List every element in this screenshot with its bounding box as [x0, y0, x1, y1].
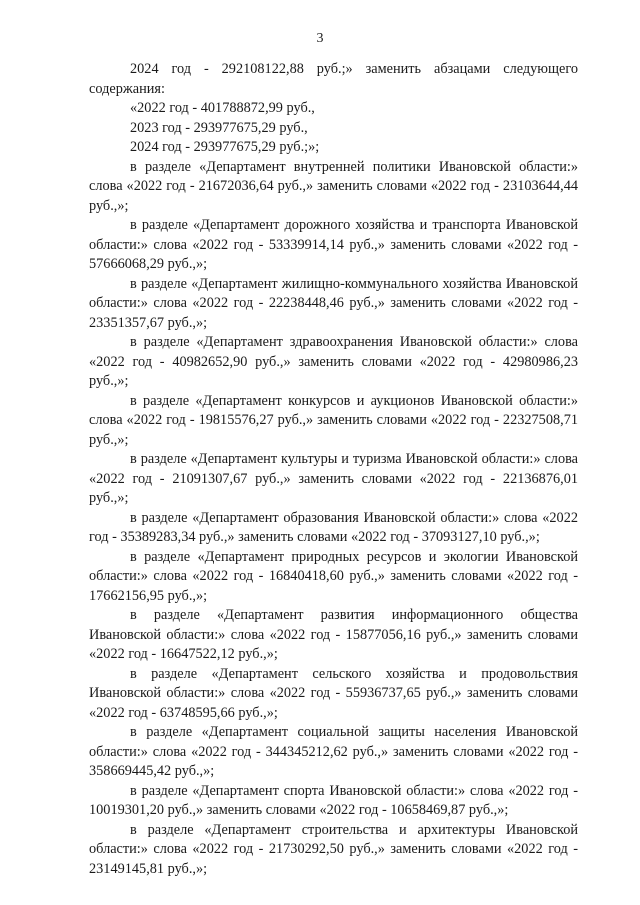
paragraph-culture-tourism: в разделе «Департамент культуры и туризма Ивановской области:» слова «2022 год - 21091307,67 руб.,» заменить словами «2022 год - 22136876,01 руб.,»;: [89, 451, 578, 506]
paragraph-continuation: 2024 год - 292108122,88 руб.;» заменить абзацами следующего содержания:: [89, 61, 578, 97]
replacement-line-2024: 2024 год - 293977675,29 руб.;»;: [130, 139, 320, 155]
paragraph-social-protection: в разделе «Департамент социальной защиты населения Ивановской области:» слова «2022 год - 344345212,62 руб.,» заменить словами «2022 год - 358669445,42 руб.,»;: [89, 724, 578, 779]
paragraph-internal-policy: в разделе «Департамент внутренней политики Ивановской области:» слова «2022 год - 21672036,64 руб.,» заменить словами «2022 год - 23103644,44 руб.,»;: [89, 158, 578, 214]
paragraph-construction: в разделе «Департамент строительства и архитектуры Ивановской области:» слова «2022 год - 21730292,50 руб.,» заменить словами «2022 год - 23149145,81 руб.,»;: [89, 821, 578, 877]
paragraph-agriculture: в разделе «Департамент сельского хозяйства и продовольствия Ивановской области:» слова «2022 год - 55936737,65 руб.,» заменить словами «2022 год - 63748595,66 руб.,»;: [89, 665, 578, 721]
paragraph-road-transport: в разделе «Департамент дорожного хозяйства и транспорта Ивановской области:» слова «2022 год - 53339914,14 руб.,» заменить словами «2022 год - 57666068,29 руб.,»;: [89, 217, 578, 272]
paragraph-healthcare: в разделе «Департамент здравоохранения Ивановской области:» слова «2022 год - 40982652,90 руб.,» заменить словами «2022 год - 42980986,23 руб.,»;: [89, 334, 578, 389]
paragraph-sport: в разделе «Департамент спорта Ивановской области:» слова «2022 год - 10019301,20 руб.,» заменить словами «2022 год - 10658469,87 руб.,»;: [89, 782, 578, 818]
document-body: [89, 60, 578, 879]
page-number: 3: [316, 31, 324, 46]
paragraph-information-society: в разделе «Департамент развития информационного общества Ивановской области:» слова «2022 год - 15877056,16 руб.,» заменить словами «2022 год - 16647522,12 руб.,»;: [89, 607, 578, 662]
paragraph-natural-resources: в разделе «Департамент природных ресурсов и экологии Ивановской области:» слова «2022 год - 16840418,60 руб.,» заменить словами «2022 год - 17662156,95 руб.,»;: [89, 548, 578, 604]
replacement-line-2022: «2022 год - 401788872,99 руб.,: [130, 100, 315, 116]
replacement-line-2023: 2023 год - 293977675,29 руб.,: [130, 119, 308, 136]
paragraph-housing-utilities: в разделе «Департамент жилищно-коммунального хозяйства Ивановской области:» слова «2022 год - 22238448,46 руб.,» заменить словами «2022 год - 23351357,67 руб.,»;: [89, 275, 578, 331]
paragraph-education: в разделе «Департамент образования Ивановской области:» слова «2022 год - 35389283,34 руб.,» заменить словами «2022 год - 37093127,10 руб.,»;: [89, 509, 578, 545]
paragraph-tenders-auctions: в разделе «Департамент конкурсов и аукционов Ивановской области:» слова «2022 год - 19815576,27 руб.,» заменить словами «2022 год - 22327508,71 руб.,»;: [89, 392, 578, 448]
